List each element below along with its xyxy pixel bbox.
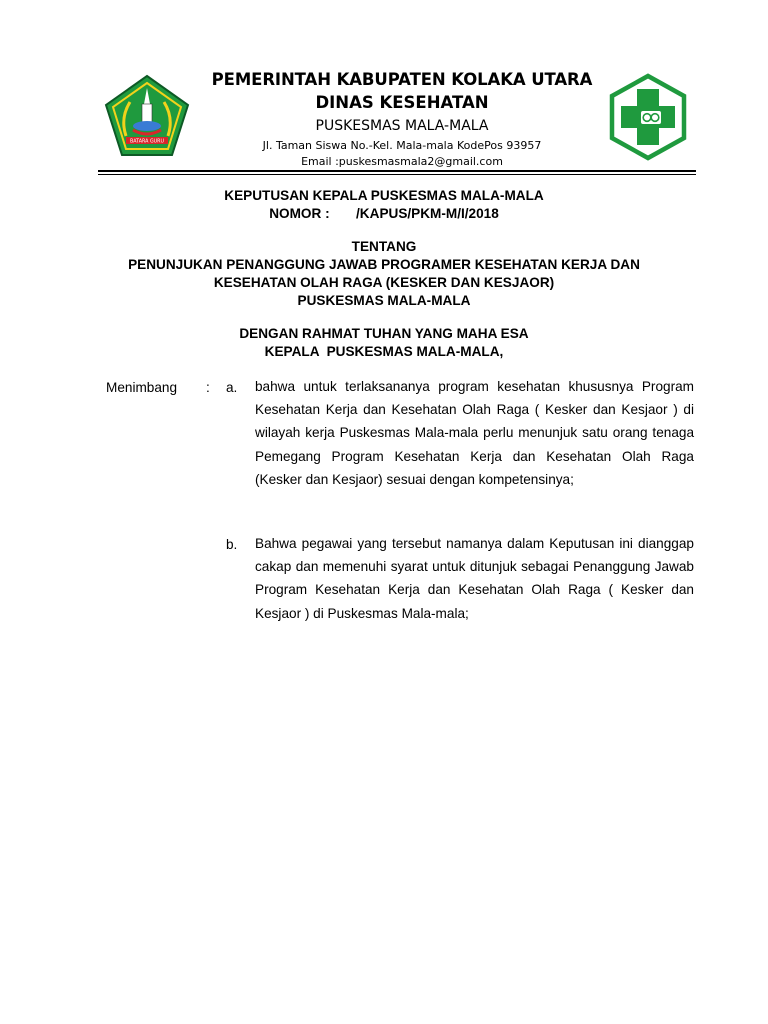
- emblem-motto: BATARA GURU: [129, 139, 165, 145]
- letterhead: [190, 68, 614, 170]
- letterhead-divider-thick: [98, 170, 696, 172]
- about-label: TENTANG: [351, 239, 417, 254]
- government-name: PEMERINTAH KABUPATEN KOLAKA UTARA: [211, 70, 593, 89]
- subject-line: KESEHATAN OLAH RAGA (KESKER DAN KESJAOR): [213, 275, 555, 290]
- subject-line: PENUNJUKAN PENANGGUNG JAWAB PROGRAMER KESEHATAN KERJA DAN: [128, 257, 640, 272]
- email: Email :puskesmasmala2@gmail.com: [301, 155, 503, 168]
- decree-number: NOMOR : /KAPUS/PKM-M/I/2018: [269, 206, 499, 221]
- considering-item-b: Bahwa pegawai yang tersebut namanya dalam Keputusan ini dianggap cakap dan memenuhi syarat untuk ditunjuk sebagai Penanggung Jawab Program Kesehatan Kerja dan Kesehatan Olah Raga ( Kesker dan Kesjaor ) di Puskesmas Mala-mala;: [255, 536, 694, 621]
- decree-heading: KEPUTUSAN KEPALA PUSKESMAS MALA-MALA: [224, 188, 544, 203]
- unit-name: PUSKESMAS MALA-MALA: [315, 118, 489, 134]
- decree-subject: [60, 238, 708, 310]
- puskesmas-cross-logo-icon: [609, 73, 687, 161]
- decree-title: [60, 187, 708, 223]
- item-marker: a.: [226, 380, 238, 395]
- considering-label: Menimbang: [106, 380, 178, 395]
- issuer: KEPALA PUSKESMAS MALA-MALA,: [264, 344, 504, 359]
- agency-name: DINAS KESEHATAN: [315, 93, 489, 112]
- subject-line: PUSKESMAS MALA-MALA: [297, 293, 471, 308]
- blessing: DENGAN RAHMAT TUHAN YANG MAHA ESA: [239, 326, 529, 341]
- kolaka-utara-regency-emblem-icon: [104, 74, 190, 158]
- letterhead-divider-thin: [98, 174, 696, 175]
- address: Jl. Taman Siswa No.-Kel. Mala-mala KodePos 93957: [262, 139, 542, 152]
- item-marker: b.: [226, 537, 238, 552]
- considering-item-a: bahwa untuk terlaksananya program kesehatan khususnya Program Kesehatan Kerja dan Kesehatan Olah Raga ( Kesker dan Kesjaor ) di wilayah kerja Puskesmas Mala-mala perlu menunjuk satu orang tenaga Pemegang Program Kesehatan Kerja dan Kesehatan Olah Raga (Kesker dan Kesjaor) sesuai dengan kompetensinya;: [255, 379, 694, 487]
- decree-preamble: [60, 325, 708, 361]
- considering-colon: :: [206, 380, 210, 395]
